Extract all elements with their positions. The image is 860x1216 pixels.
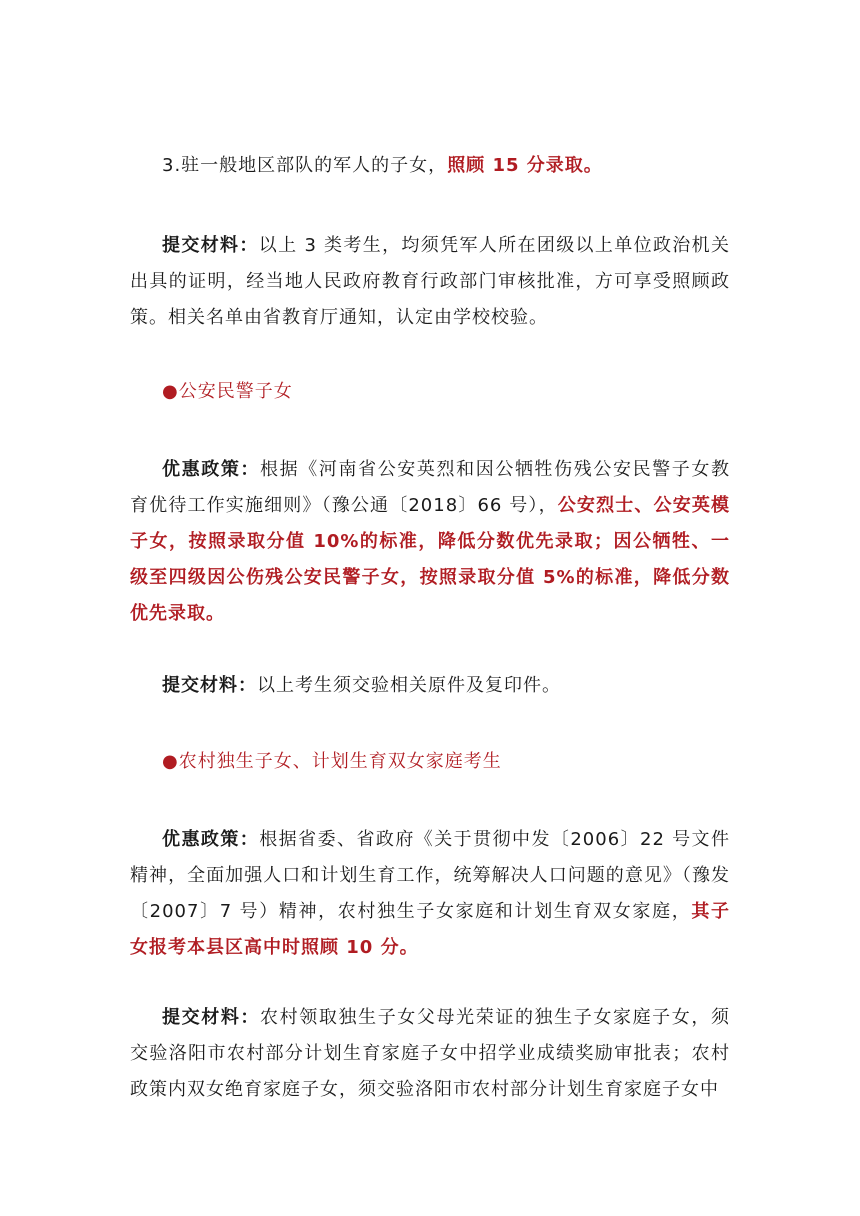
military-materials-label: 提交材料： (162, 235, 259, 256)
police-policy-text: 根据《河南省公安英烈和因公牺牲伤残公安民警子女教育优待工作实施细则》（豫公通〔2018〕66 号）， (130, 459, 731, 516)
rural-policy-highlight: 其子女报考本县区高中时照顾 10 分。 (130, 901, 731, 958)
police-heading: ●公安民警子女 (162, 381, 293, 402)
police-materials-text: 以上考生须交验相关原件及复印件。 (257, 675, 561, 696)
rural-policy (130, 822, 730, 966)
police-policy (130, 452, 730, 632)
police-materials-label: 提交材料： (162, 675, 257, 696)
police-policy-highlight: 公安烈士、公安英模子女，按照录取分值 10%的标准，降低分数优先录取；因公牺牲、一级至四级因公伤残公安民警子女，按照录取分值 5%的标准，降低分数优先录取。 (130, 495, 731, 624)
military-item-3 (130, 148, 730, 184)
military-materials-text: 以上 3 类考生，均须凭军人所在团级以上单位政治机关出具的证明，经当地人民政府教育行政部门审核批准，方可享受照顾政策。相关名单由省教育厅通知，认定由学校校验。 (130, 235, 730, 328)
rural-materials-label: 提交材料： (162, 1007, 261, 1028)
military-materials (130, 228, 730, 336)
rural-materials-text: 农村领取独生子女父母光荣证的独生子女家庭子女，须交验洛阳市农村部分计划生育家庭子女中招学业成绩奖励审批表；农村政策内双女绝育家庭子女，须交验洛阳市农村部分计划生育家庭子女中 (130, 1007, 731, 1100)
rural-materials (130, 1000, 730, 1108)
rural-policy-label: 优惠政策： (162, 829, 260, 850)
rural-policy-text: 根据省委、省政府《关于贯彻中发〔2006〕22 号文件精神，全面加强人口和计划生育工作，统筹解决人口问题的意见》（豫发〔2007〕7 号）精神，农村独生子女家庭和计划生育双女家庭， (130, 829, 731, 922)
military-item-3-highlight: 照顾 15 分录取。 (447, 155, 603, 176)
military-item-3-text: 3.驻一般地区部队的军人的子女， (162, 155, 448, 176)
police-materials (130, 668, 730, 704)
police-policy-label: 优惠政策： (162, 459, 261, 480)
rural-heading: ●农村独生子女、计划生育双女家庭考生 (162, 751, 502, 772)
